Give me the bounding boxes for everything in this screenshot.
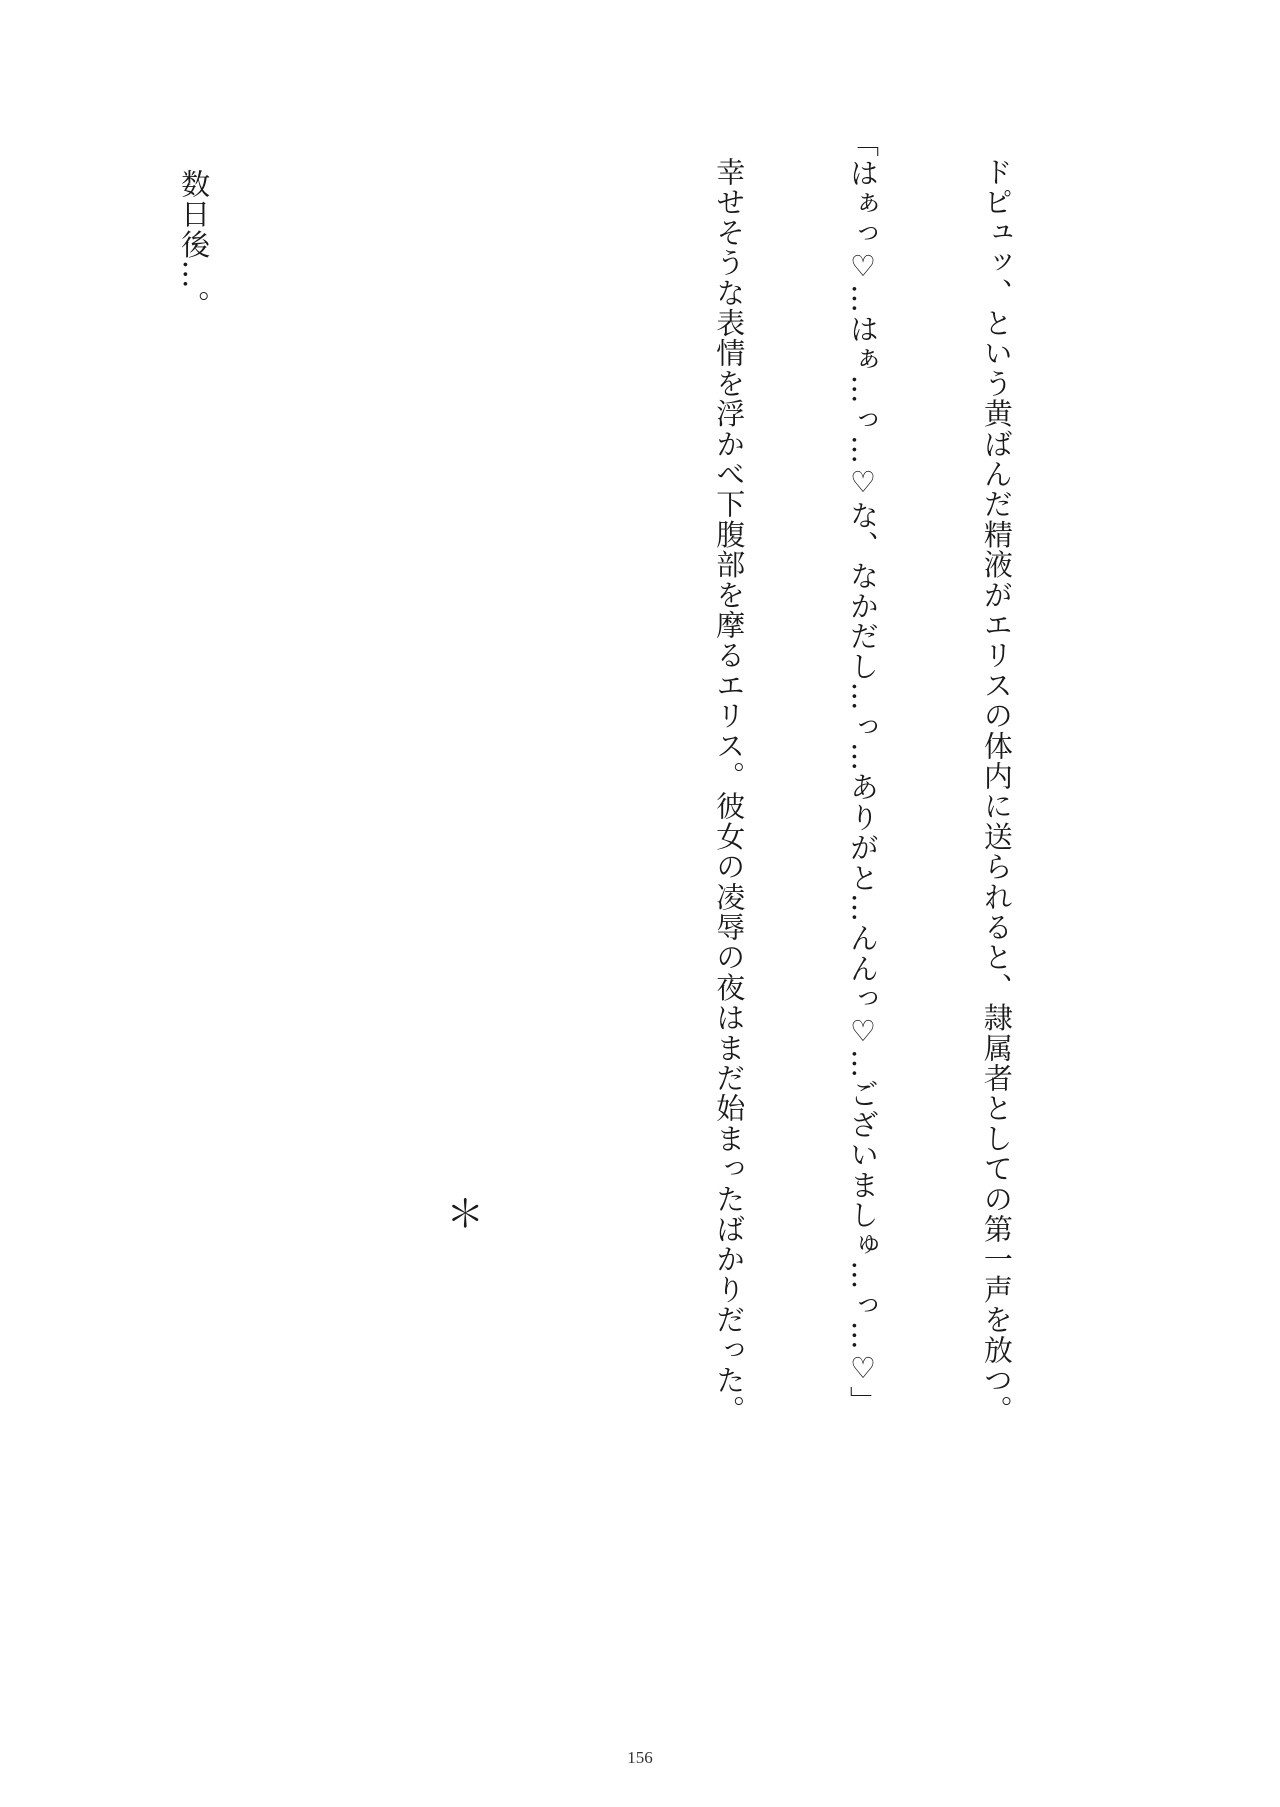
- blank-line: [573, 128, 618, 1688]
- paragraph-3: 数日後…。: [177, 168, 212, 320]
- dialogue-line-1: 「はぁっ♡…はぁ…っ…♡な、なかだし…っ…ありがと…んんっ♡…ございましゅ…っ…♡」: [846, 128, 881, 1417]
- page-number: 156: [627, 1748, 653, 1767]
- paragraph-2: 幸せそうな表情を浮かべ下腹部を摩るエリス。彼女の凌辱の夜はまだ始まったばかりだった。: [712, 157, 747, 1426]
- blank-line: [305, 128, 350, 1688]
- blank-line: [38, 128, 83, 1688]
- vertical-text-body: [0, 128, 1108, 1688]
- section-separator: ＊: [439, 1194, 484, 1232]
- paragraph-1: ドピュッ、という黄ばんだ精液がエリスの体内に送られると、隷属者としての第一声を放つ。: [979, 157, 1014, 1426]
